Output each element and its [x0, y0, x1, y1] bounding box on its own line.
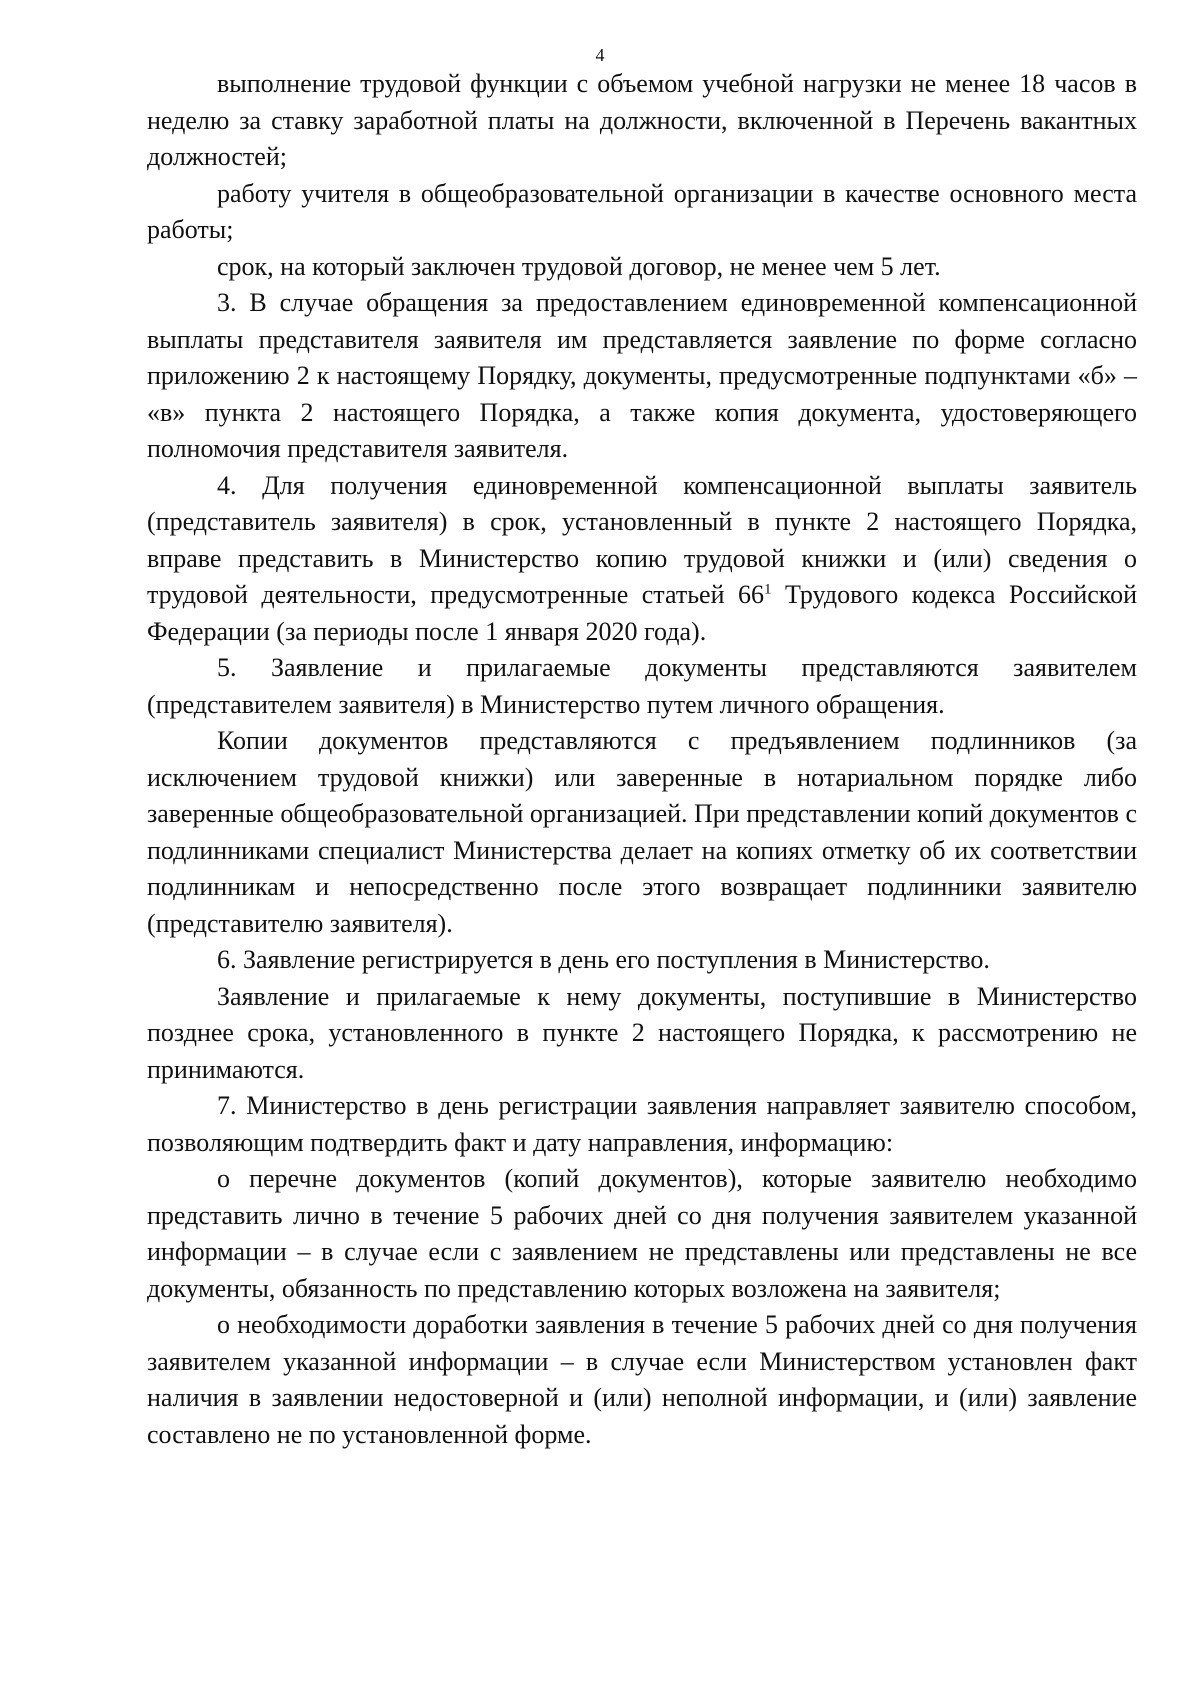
paragraph-item-6: 6. Заявление регистрируется в день его поступления в Министерство. — [217, 945, 990, 974]
article-superscript: 1 — [763, 581, 772, 598]
paragraph-revision-required: о необходимости доработки заявления в течение 5 рабочих дней со дня получения заявителем указанной информации – в случае если Министерством установлен факт наличия в заявлении недостоверной и (или) неполной информации, и (или) заявление составлено не по установленной форме. — [147, 1310, 1137, 1449]
page-number: 4 — [595, 45, 605, 65]
paragraph-condition-workload: выполнение трудовой функции с объемом учебной нагрузки не менее 18 часов в неделю за ставку заработной платы на должности, включенной в Перечень вакантных должностей; — [147, 69, 1137, 171]
document-body — [147, 66, 1137, 1453]
paragraph-missing-documents: о перечне документов (копий документов), которые заявителю необходимо представить лично в течение 5 рабочих дней со дня получения заявителем указанной информации – в случае если с заявлением не представлены или представлены не все документы, обязанность по представлению которых возложена на заявителя; — [147, 1164, 1137, 1303]
paragraph-late-submission: Заявление и прилагаемые к нему документы, поступившие в Министерство позднее срока, установленного в пункте 2 настоящего Порядка, к рассмотрению не принимаются. — [147, 981, 1137, 1084]
paragraph-item-7: 7. Министерство в день регистрации заявления направляет заявителю способом, позволяющим подтвердить факт и дату направления, информацию: — [147, 1091, 1137, 1157]
paragraph-item-4 — [147, 468, 1137, 651]
paragraph-item-5: 5. Заявление и прилагаемые документы представляются заявителем (представителем заявителя) в Министерство путем личного обращения. — [147, 653, 1137, 719]
paragraph-item-4-text: 4. Для получения единовременной компенсационной выплаты заявитель (представитель заявителя) в срок, установленный в пункте 2 настоящего Порядка, вправе представить в Министерство копию трудовой книжки и (или) сведения о трудовой деятельности, предусмотренные статьей 66 — [147, 470, 1137, 609]
paragraph-item-4-text-end: Трудового кодекса Российской Федерации (за периоды после 1 января 2020 года). — [147, 580, 1137, 646]
paragraph-condition-contract-term: срок, на который заключен трудовой договор, не менее чем 5 лет. — [217, 251, 941, 281]
paragraph-item-3: 3. В случае обращения за предоставлением единовременной компенсационной выплаты представителя заявителя им представляется заявление по форме согласно приложению 2 к настоящему Порядку, документы, предусмотренные подпунктами «б» – «в» пункта 2 настоящего Порядка, а также копия документа, удостоверяющего полномочия представителя заявителя. — [147, 288, 1137, 463]
paragraph-condition-main-workplace: работу учителя в общеобразовательной организации в качестве основного места работы; — [147, 178, 1137, 244]
paragraph-copies: Копии документов представляются с предъявлением подлинников (за исключением трудовой книжки) или заверенные в нотариальном порядке либо заверенные общеобразовательной организацией. При представлении копий документов с подлинниками специалист Министерства делает на копиях отметку об их соответствии подлинникам и непосредственно после этого возвращает подлинники заявителю (представителю заявителя). — [147, 726, 1137, 938]
